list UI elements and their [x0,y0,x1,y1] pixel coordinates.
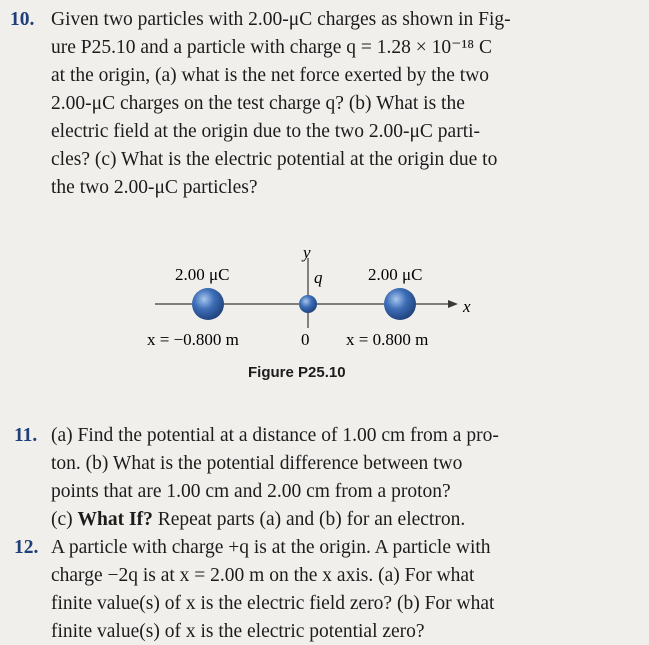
problem-text-line: points that are 1.00 cm and 2.00 cm from a proton? [51,481,451,502]
left-charge-sphere [192,288,224,320]
right-charge-label: 2.00 μC [368,265,423,284]
problem-text-line [51,506,465,533]
problem-text-line: (a) Find the potential at a distance of 1.00 cm from a pro- [51,425,499,446]
test-charge-label: q [314,268,323,287]
right-position-label: x = 0.800 m [346,330,429,349]
problem-text-line: cles? (c) What is the electric potential at the origin due to [51,149,498,170]
problem-text-line: finite value(s) of x is the electric potential zero? [51,621,425,642]
left-position-label: x = −0.800 m [147,330,239,349]
text-run: (c) [51,509,78,530]
problem-text-line: charge −2q is at x = 2.00 m on the x axis. (a) For what [51,565,475,586]
what-if-label: What If? [77,509,153,530]
figure-caption: Figure P25.10 [248,364,346,381]
text-run: Repeat parts (a) and (b) for an electron. [152,509,466,530]
problem-text-line: the two 2.00-μC particles? [51,177,258,198]
problem-number: 11. [14,425,38,446]
problem-text-line: ure P25.10 and a particle with charge q = 1.28 × 10⁻¹⁸ C [51,37,492,58]
x-axis-label: x [463,297,471,316]
problem-text-line: Given two particles with 2.00-μC charges as shown in Fig- [51,9,511,30]
problem-text-line: A particle with charge +q is at the origin. A particle with [51,537,491,558]
origin-label: 0 [301,330,310,349]
right-charge-sphere [384,288,416,320]
problem-text-line: 2.00-μC charges on the test charge q? (b) What is the [51,93,465,114]
test-charge-sphere [299,295,317,313]
problem-text-line: at the origin, (a) what is the net force exerted by the two [51,65,490,86]
problem-number: 12. [14,537,39,558]
problem-text-line: electric field at the origin due to the two 2.00-μC parti- [51,121,481,142]
y-axis-label: y [303,243,311,262]
problem-text-line: finite value(s) of x is the electric field zero? (b) For what [51,593,495,614]
left-charge-label: 2.00 μC [175,265,230,284]
x-axis-arrowhead [448,300,458,308]
problem-text-line: ton. (b) What is the potential difference between two [51,453,463,474]
problem-number: 10. [10,9,35,30]
figure-p25-10 [0,228,649,358]
